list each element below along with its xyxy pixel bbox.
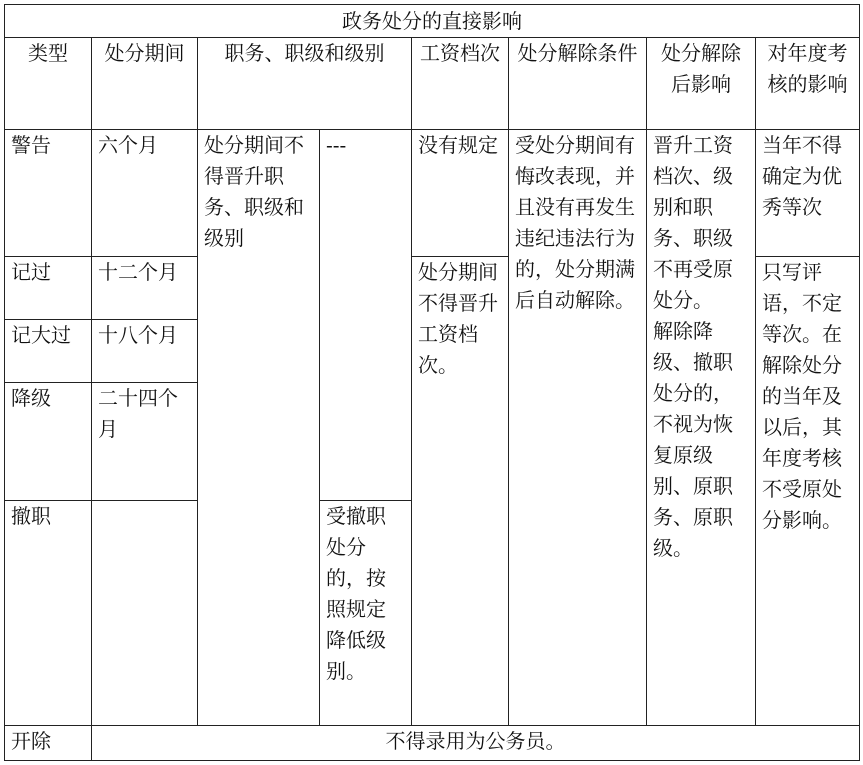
header-position: 职务、职级和级别 (198, 38, 412, 130)
type-demerit: 记过 (5, 256, 92, 319)
position-dash: --- (320, 130, 412, 501)
type-expulsion: 开除 (5, 725, 92, 760)
position-rule: 处分期间不得晋升职务、职级和级别 (198, 130, 320, 726)
type-major-demerit: 记大过 (5, 319, 92, 382)
salary-rule: 处分期间不得晋升工资档次。 (412, 256, 509, 725)
salary-warning: 没有规定 (412, 130, 509, 256)
period-demotion: 二十四个月 (92, 382, 198, 500)
header-period: 处分期间 (92, 38, 198, 130)
table-title: 政务处分的直接影响 (5, 5, 860, 38)
release-condition: 受处分期间有悔改表现，并且没有再发生违纪违法行为的，处分期满后自动解除。 (509, 130, 647, 726)
dismissal-position: 受撤职处分的，按照规定降低级别。 (320, 501, 412, 726)
after-release-part-2: 解除降级、撤职处分的，不视为恢复原级别、原职务、原职级。 (653, 319, 733, 561)
type-warning: 警告 (5, 130, 92, 256)
after-release-effect (647, 130, 756, 726)
header-annual-review: 对年度考核的影响 (756, 38, 860, 130)
header-type: 类型 (5, 38, 92, 130)
header-release-condition: 处分解除条件 (509, 38, 647, 130)
disciplinary-effects-table (4, 4, 860, 761)
after-release-part-1: 晋升工资档次、级别和职务、职级不再受原处分。 (653, 133, 733, 313)
period-warning: 六个月 (92, 130, 198, 256)
type-dismissal: 撤职 (5, 501, 92, 726)
period-demerit: 十二个月 (92, 256, 198, 319)
review-others: 只写评语，不定等次。在解除处分的当年及以后，其年度考核不受原处分影响。 (756, 256, 860, 725)
expulsion-effect: 不得录用为公务员。 (92, 725, 860, 760)
type-demotion: 降级 (5, 382, 92, 500)
header-after-release: 处分解除后影响 (647, 38, 756, 130)
period-major-demerit: 十八个月 (92, 319, 198, 382)
review-warning: 当年不得确定为优秀等次 (756, 130, 860, 256)
period-dismissal (92, 501, 198, 726)
header-salary: 工资档次 (412, 38, 509, 130)
